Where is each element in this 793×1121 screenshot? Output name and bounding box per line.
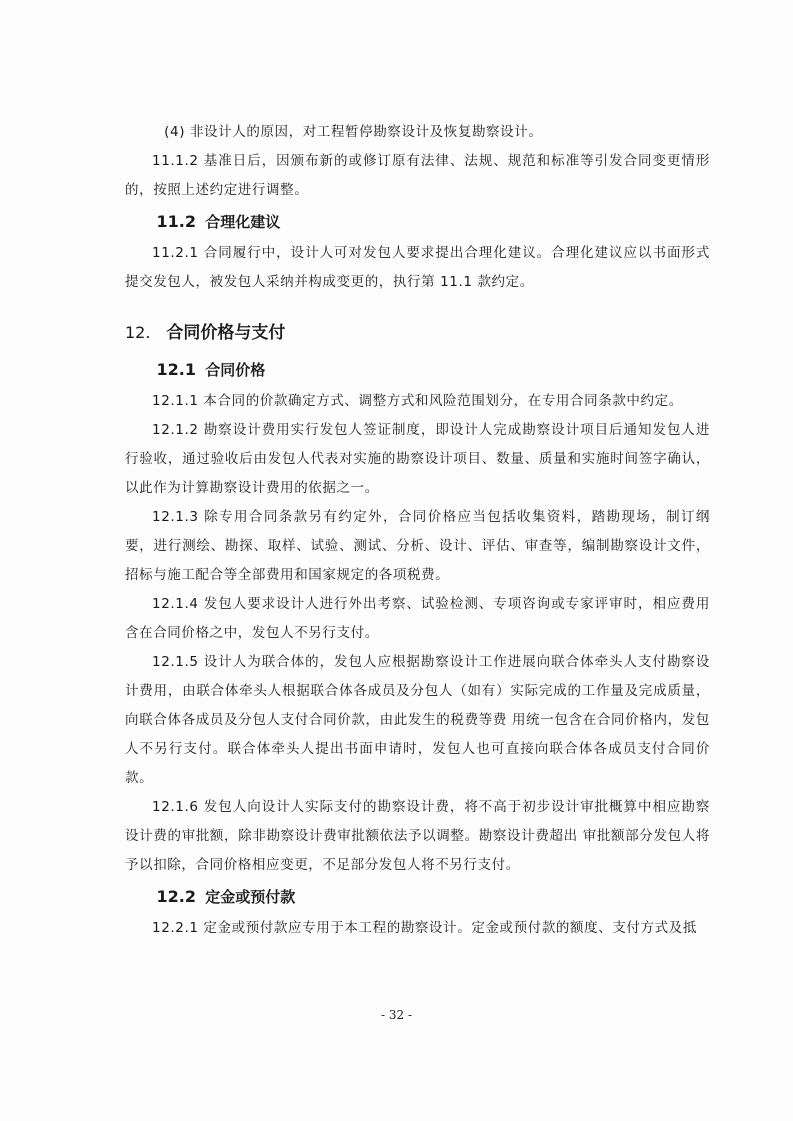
paragraph-12-1-6: 12.1.6 发包人向设计人实际支付的勘察设计费，将不高于初步设计审批概算中相应勘察设计费的审批额，除非勘察设计费审批额依法予以调整。勘察设计费超出 审批额部分发包人将予以扣除，合同价格相应变更，不足部分发包人将不另行支付。 [125,799,710,873]
paragraph-12-2-1: 12.2.1 定金或预付款应专用于本工程的勘察设计。定金或预付款的额度、支付方式及抵 [152,920,697,936]
paragraph-11-1-2: 11.1.2 基准日后，因颁布新的或修订原有法律、法规、规范和标准等引发合同变更情形的，按照上述约定进行调整。 [125,153,710,198]
paragraph-12-1-5: 12.1.5 设计人为联合体的，发包人应根据勘察设计工作进展向联合体牵头人支付勘察设计费用，由联合体牵头人根据联合体各成员及分包人（如有）实际完成的工作量及完成质量，向联合体各成员及分包人支付合同价款，由此发生的税费等费 用统一包含在合同价格内，发包人不另行支付。联合体牵头人提出书面申请时，发包人也可直接向联合体各成员支付合同价款。 [125,654,710,786]
section-title: 定金或预付款 [205,888,296,906]
section-number: 12.1 [156,360,196,379]
section-title: 合同价格 [205,361,266,379]
section-heading-12-2 [125,882,710,912]
section-heading-12-1 [125,355,710,385]
paragraph-12-1-3: 12.1.3 除专用合同条款另有约定外，合同价格应当包括收集资料，踏勘现场，制订纲要，进行测绘、勘探、取样、试验、测试、分析、设计、评估、审查等，编制勘察设计文件，招标与施工配合等全部费用和国家规定的各项税费。 [125,509,710,583]
chapter-title: 合同价格与支付 [166,323,286,343]
section-heading-11-2 [125,207,710,237]
paragraph-item-4: (4) 非设计人的原因，对工程暂停勘察设计及恢复勘察设计。 [164,124,543,140]
section-title: 合理化建议 [205,213,281,231]
paragraph-12-1-4: 12.1.4 发包人要求设计人进行外出考察、试验检测、专项咨询或专家评审时，相应费用含在合同价格之中，发包人不另行支付。 [125,596,710,641]
paragraph-12-1-1: 12.1.1 本合同的价款确定方式、调整方式和风险范围划分，在专用合同条款中约定。 [152,393,683,409]
chapter-heading-12 [125,317,710,349]
document-body [125,118,710,943]
section-number: 11.2 [156,212,196,231]
page-number: - 32 - [380,1008,412,1022]
paragraph-11-2-1: 11.2.1 合同履行中，设计人可对发包人要求提出合理化建议。合理化建议应以书面形式提交发包人，被发包人采纳并构成变更的，执行第 11.1 款约定。 [125,245,710,290]
chapter-number: 12. [125,323,151,342]
section-number: 12.2 [156,887,196,906]
paragraph-12-1-2: 12.1.2 勘察设计费用实行发包人签证制度，即设计人完成勘察设计项目后通知发包人进行验收，通过验收后由发包人代表对实施的勘察设计项目、数量、质量和实施时间签字确认，以此作为计算勘察设计费用的依据之一。 [125,422,710,496]
